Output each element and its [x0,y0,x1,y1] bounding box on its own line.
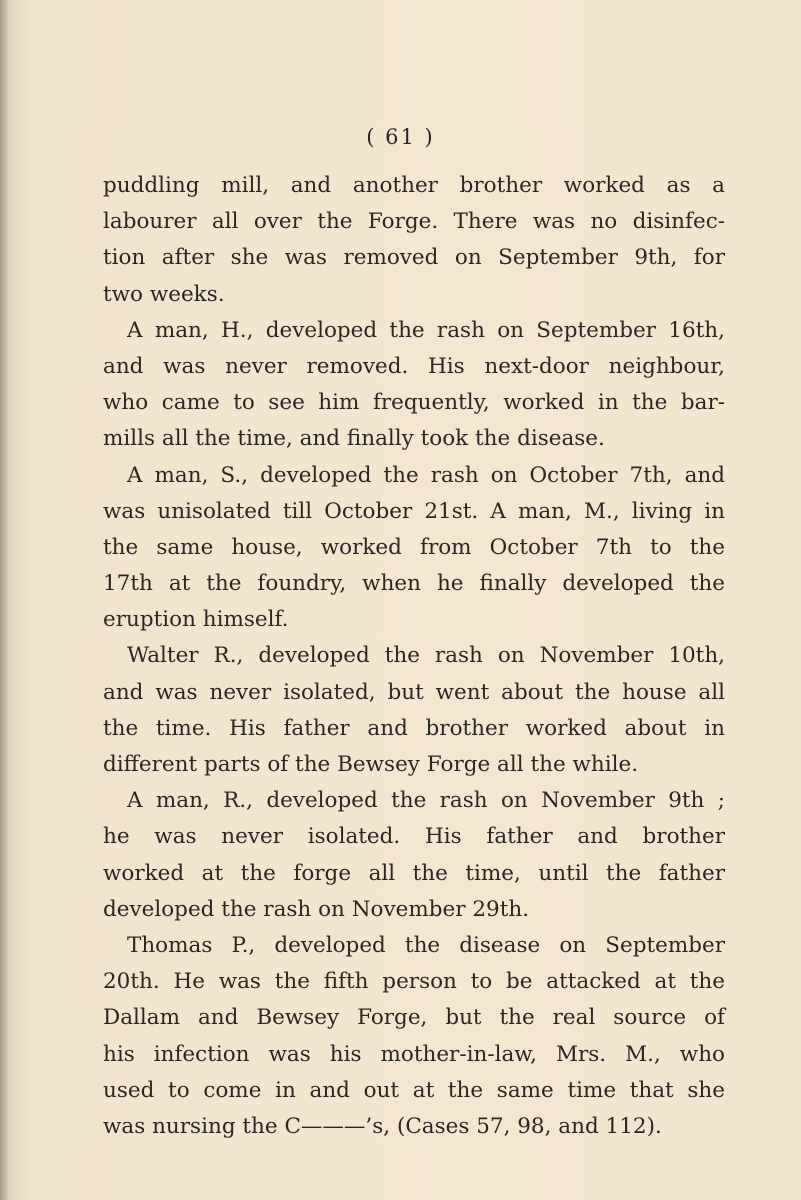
body-text [103,168,725,1145]
text-line: Walter R., developed the rash on November 10th, [127,643,725,669]
text-line: Thomas P., developed the disease on September [127,932,725,958]
text-line: labourer all over the Forge. There was no disinfec- [103,209,725,235]
text-line: worked at the forge all the time, until the father [103,860,725,886]
text-line: eruption himself. [103,607,289,633]
text-line: 20th. He was the fifth person to be attacked at the [103,969,725,995]
text-line: tion after she was removed on September 9th, for [103,245,725,271]
text-line: 17th at the foundry, when he finally developed the [103,571,725,597]
text-line: used to come in and out at the same time that she [103,1077,725,1103]
text-line: mills all the time, and finally took the disease. [103,426,605,452]
text-line: and was never removed. His next-door neighbour, [103,353,725,379]
text-line: was nursing the C———’s, (Cases 57, 98, and 112). [103,1113,662,1139]
text-line: A man, R., developed the rash on November 9th ; [127,788,725,814]
text-line: who came to see him frequently, worked in the bar- [103,390,725,416]
text-line: was unisolated till October 21st. A man, M., living in [103,498,725,524]
text-line: different parts of the Bewsey Forge all the while. [103,752,639,777]
text-line: puddling mill, and another brother worked as a [103,173,725,198]
text-line: two weeks. [103,281,225,307]
text-line: A man, H., developed the rash on September 16th, [127,317,725,343]
text-line: A man, S., developed the rash on October 7th, and [127,462,725,488]
text-line: the time. His father and brother worked about in [103,715,725,741]
text-line: developed the rash on November 29th. [103,896,530,922]
text-line: Dallam and Bewsey Forge, but the real source of [103,1005,725,1031]
text-line: his infection was his mother-in-law, Mrs. M., who [103,1041,725,1067]
page-number: ( 61 ) [366,125,435,149]
text-line: and was never isolated, but went about the house all [103,679,725,705]
text-line: he was never isolated. His father and brother [103,824,725,850]
page-edge-shadow [0,0,8,1200]
text-line: the same house, worked from October 7th to the [103,534,725,560]
